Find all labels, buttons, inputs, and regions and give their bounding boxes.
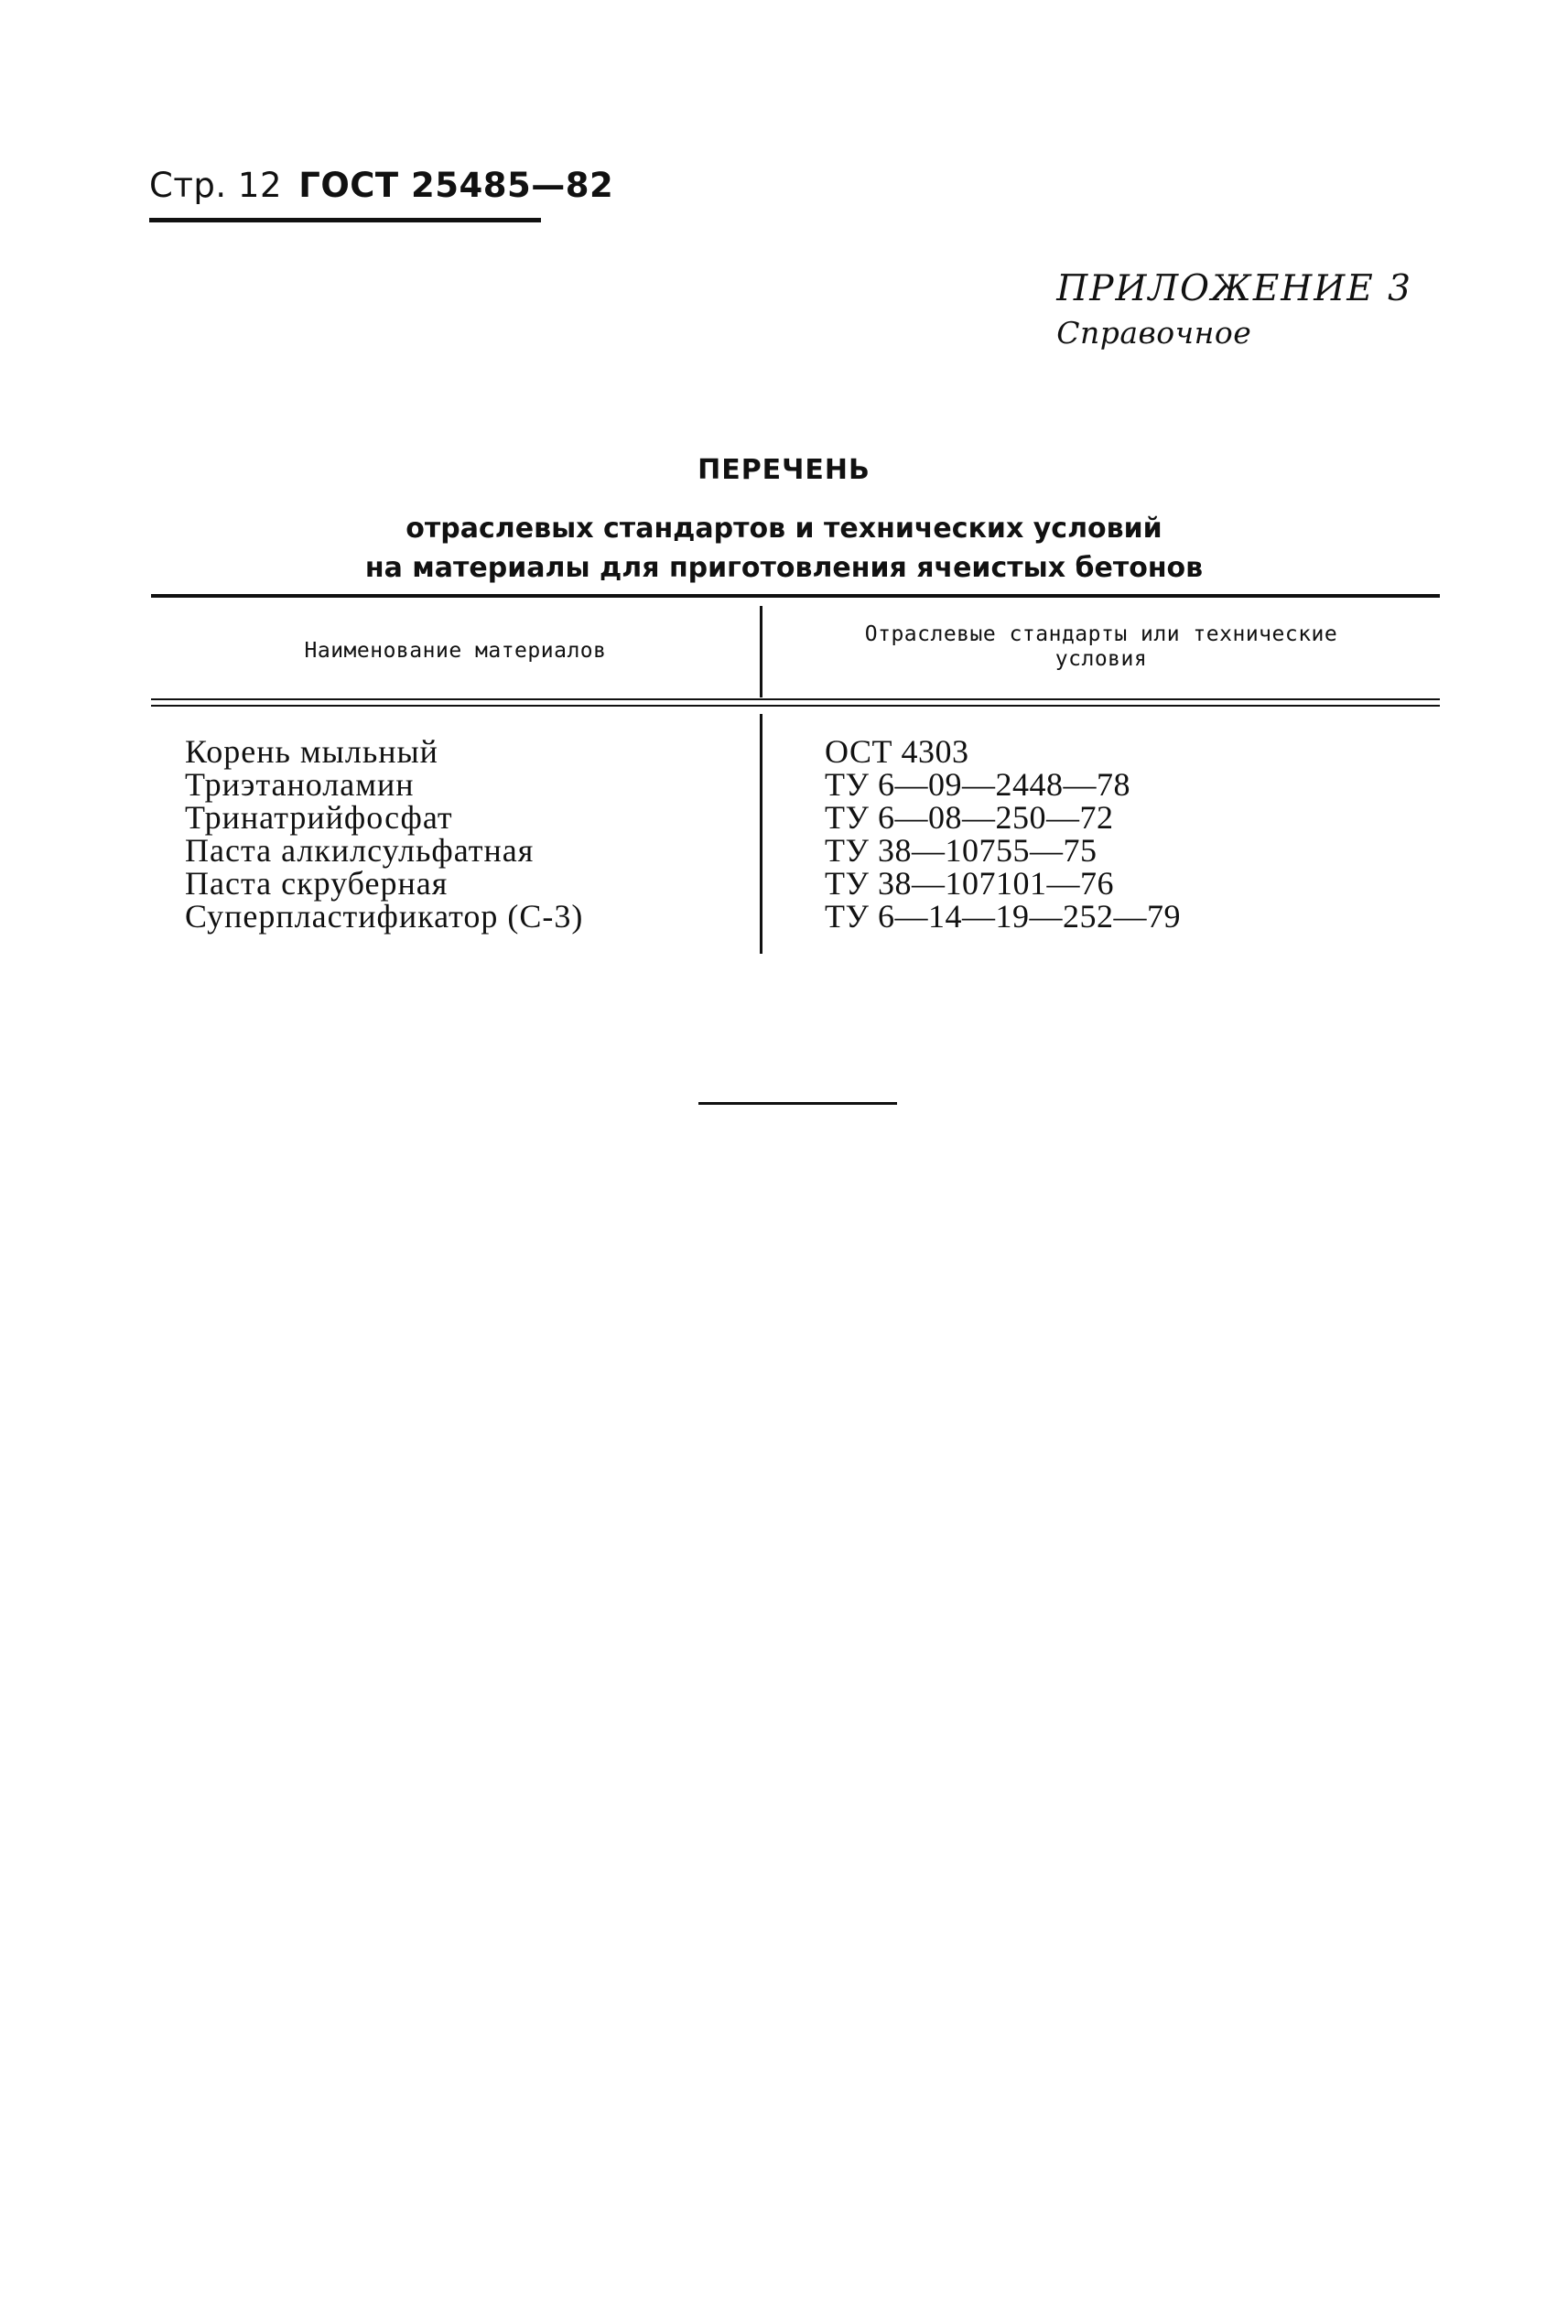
column-header-standard-line-2: условия [1054, 647, 1148, 671]
table-top-rule [151, 594, 1440, 598]
column-header-material: Наименование материалов [304, 639, 607, 663]
table-row-material: Паста скруберная [185, 865, 449, 902]
table-row-standard: ТУ 38—107101—76 [825, 865, 1114, 902]
page-number: Стр. 12 [149, 166, 282, 205]
table-header-rule-upper [151, 698, 1440, 700]
table-row-material: Суперпластификатор (С-3) [185, 898, 584, 935]
table-header-rule-lower [151, 705, 1440, 707]
table-row-material: Корень мыльный [185, 733, 438, 770]
document-subtitle-line-2: на материалы для приготовления ячеистых бетонов [364, 552, 1204, 584]
column-header-standard [762, 622, 1440, 672]
document-subtitle [0, 509, 1568, 588]
appendix-block [1056, 268, 1412, 351]
appendix-subtitle: Справочное [1056, 315, 1252, 351]
document-subtitle-line-1: отраслевых стандартов и технических условий [406, 513, 1162, 545]
header-underline [149, 218, 541, 222]
table-row-standard: ТУ 6—09—2448—78 [825, 766, 1130, 803]
table-row-standard: ТУ 6—08—250—72 [825, 799, 1114, 836]
materials-column [185, 735, 583, 933]
table-body-divider [760, 714, 762, 954]
table-row-material: Тринатрийфосфат [185, 799, 453, 836]
document-title: ПЕРЕЧЕНЬ [697, 454, 871, 486]
page-header [149, 166, 613, 205]
table-row-standard: ОСТ 4303 [825, 733, 969, 770]
table-row-material: Триэтаноламин [185, 766, 415, 803]
end-rule [698, 1102, 897, 1105]
standard-number: ГОСТ 25485—82 [298, 166, 614, 205]
column-header-standard-line-1: Отраслевые стандарты или технические [864, 622, 1338, 646]
table-row-material: Паста алкилсульфатная [185, 832, 535, 869]
appendix-title: ПРИЛОЖЕНИЕ 3 [1056, 268, 1412, 309]
table-row-standard: ТУ 38—10755—75 [825, 832, 1098, 869]
standards-column [825, 735, 1181, 933]
table-row-standard: ТУ 6—14—19—252—79 [825, 898, 1181, 935]
